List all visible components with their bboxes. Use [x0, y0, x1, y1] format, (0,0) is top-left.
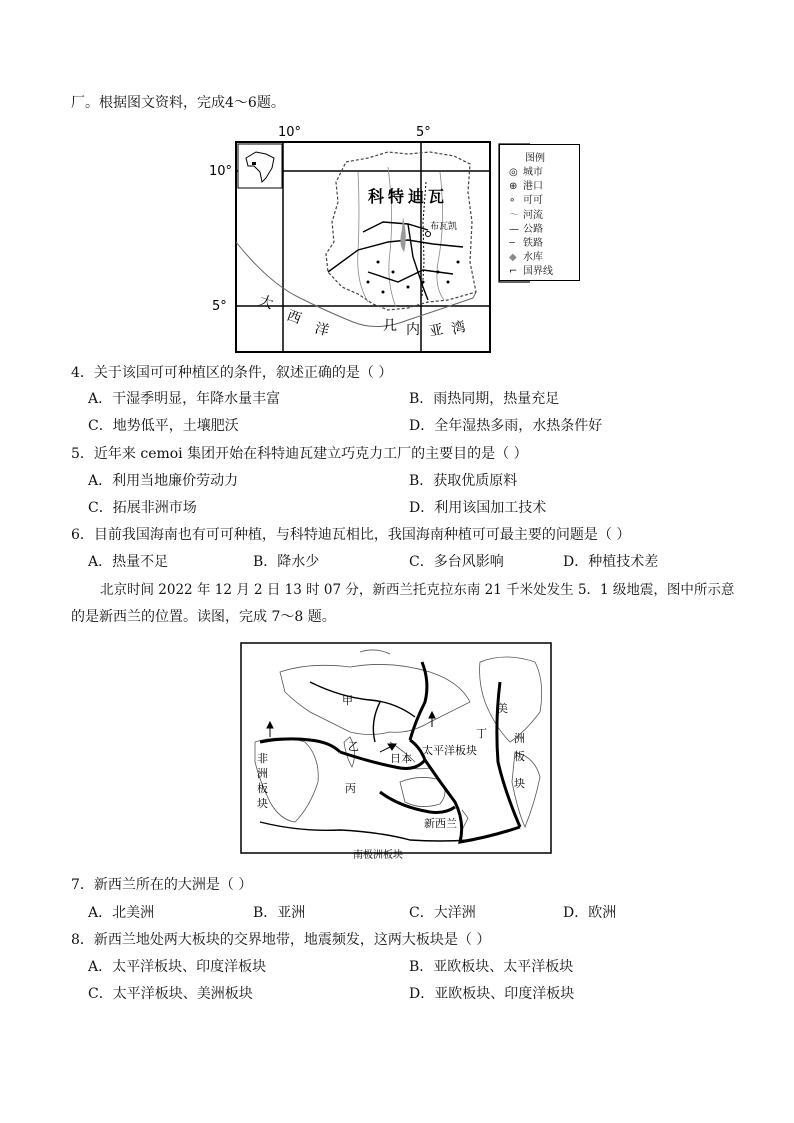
label-antarctic-plate: 南极洲板块 [353, 850, 403, 861]
q6-option-b[interactable]: B．降水少 [253, 554, 320, 570]
lon-label-10: 10° [278, 125, 302, 140]
q4-option-b[interactable]: B．雨热同期，热量充足 [409, 391, 560, 407]
map-legend [499, 144, 579, 280]
label-america-3: 板 [514, 750, 525, 763]
label-africa-1: 非 [257, 752, 268, 765]
legend-item-border: ⌐ 国界线 [509, 265, 553, 279]
q4-stem: 4．关于该国可可种植区的条件，叙述正确的是（ ） [71, 365, 393, 381]
passage-line-2: 的是新西兰的位置。读图，完成 7～8 题。 [71, 609, 336, 625]
cote-divoire-map [208, 122, 530, 354]
legend-item-railway: ┄ 铁路 [509, 237, 553, 251]
q6-option-a[interactable]: A．热量不足 [88, 554, 169, 570]
label-america-4: 块 [514, 777, 525, 790]
border-line-icon: ⌐ [509, 266, 518, 278]
map2-frame [241, 643, 551, 853]
q8-option-c[interactable]: C．太平洋板块、美洲板块 [88, 986, 253, 1002]
q4-option-c[interactable]: C．地势低平，土壤肥沃 [88, 418, 239, 434]
legend-item-road: — 公路 [509, 223, 553, 237]
q7-stem: 7．新西兰所在的大洲是（ ） [71, 877, 253, 893]
q8-option-a[interactable]: A．太平洋板块、印度洋板块 [88, 959, 267, 975]
lat-label-10: 10° [209, 164, 233, 179]
passage-line-1: 北京时间 2022 年 12 月 2 日 13 时 07 分，新西兰托克拉东南 21 千米处发生 5．1 级地震，图中所示意 [100, 582, 735, 598]
ocean-char-3: 洋 [312, 320, 331, 340]
q5-option-a[interactable]: A．利用当地廉价劳动力 [88, 473, 239, 489]
reservoir-shape-icon: ◆ [509, 252, 517, 264]
ocean-char-6: 亚 [427, 321, 445, 340]
q6-stem: 6．目前我国海南也有可可种植，与科特迪瓦相比，我国海南种植可可最主要的问题是（ ） [71, 527, 631, 543]
label-africa-4: 块 [257, 797, 268, 810]
q5-option-d[interactable]: D．利用该国加工技术 [409, 500, 547, 516]
label-america-2: 洲 [514, 732, 525, 745]
legend-title: 图例 [525, 153, 545, 164]
ocean-char-4: 几 [383, 318, 397, 334]
q6-option-d[interactable]: D．种植技术差 [563, 554, 659, 570]
q7-option-a[interactable]: A．北美洲 [88, 905, 155, 921]
ocean-char-5: 内 [406, 322, 420, 338]
label-africa-2: 洲 [257, 767, 268, 780]
railway-line-icon: ┄ [509, 238, 516, 250]
legend-item-river: ～ 河流 [509, 209, 553, 223]
country-label: 科特迪瓦 [368, 187, 449, 206]
city-label: 布瓦凯 [430, 222, 458, 232]
label-new-zealand: 新西兰 [424, 817, 457, 830]
label-bing: 丙 [345, 782, 356, 795]
q5-option-c[interactable]: C．拓展非洲市场 [88, 500, 197, 516]
ocean-char-2: 西 [284, 307, 304, 328]
q4-option-d[interactable]: D．全年湿热多雨，水热条件好 [409, 418, 603, 434]
label-ding: 丁 [476, 727, 487, 740]
label-japan: 日本 [390, 752, 412, 765]
ocean-char-7: 湾 [449, 318, 468, 338]
q5-stem: 5．近年来 cemoi 集团开始在科特迪瓦建立巧克力工厂的主要目的是（ ） [71, 446, 528, 462]
q6-option-c[interactable]: C．多台风影响 [409, 554, 504, 570]
lat-label-5: 5° [212, 299, 227, 314]
lon-label-5: 5° [416, 125, 431, 140]
legend-item-port: ⊕ 港口 [509, 180, 553, 194]
cocoa-dot-icon: ∘ [509, 195, 516, 207]
q4-option-a[interactable]: A．干湿季明显，年降水量丰富 [88, 391, 281, 407]
city-symbol-icon: ◎ [509, 167, 518, 178]
label-jia: 甲 [342, 694, 353, 707]
q5-option-b[interactable]: B．获取优质原料 [409, 473, 518, 489]
label-pacific-plate: 太平洋板块 [422, 744, 477, 757]
q8-stem: 8．新西兰地处两大板块的交界地带，地震频发，这两大板块是（ ） [71, 932, 491, 948]
label-yi: 乙 [348, 740, 359, 753]
legend-item-city: ◎ 城市 [509, 166, 553, 180]
legend-item-cocoa: ∘ 可可 [509, 194, 553, 208]
africa-inset [238, 144, 282, 188]
river-line-icon: ～ [509, 209, 519, 221]
world-plates-map [240, 642, 552, 864]
port-symbol-icon: ⊕ [509, 181, 518, 193]
road-line-icon: — [509, 223, 519, 235]
q7-option-b[interactable]: B．亚洲 [253, 905, 306, 921]
q8-option-b[interactable]: B．亚欧板块、太平洋板块 [409, 959, 574, 975]
label-america-1: 美 [497, 702, 508, 715]
label-africa-3: 板 [257, 782, 268, 795]
q8-option-d[interactable]: D．亚欧板块、印度洋板块 [409, 986, 575, 1002]
q7-option-c[interactable]: C．大洋洲 [409, 905, 476, 921]
ocean-char-1: 大 [256, 292, 276, 313]
legend-item-reservoir: ◆ 水库 [509, 251, 553, 265]
q7-option-d[interactable]: D．欧洲 [563, 905, 617, 921]
intro-text: 厂。根据图文资料，完成4～6题。 [71, 95, 285, 111]
